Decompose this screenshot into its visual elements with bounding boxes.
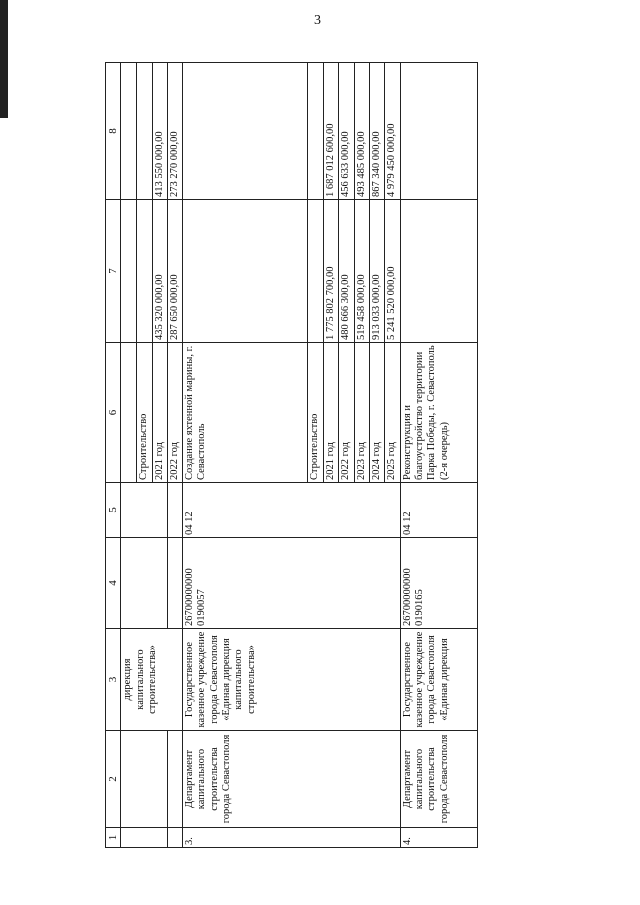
col-header-6: 6 (106, 343, 121, 483)
col-header-1: 1 (106, 828, 121, 848)
year-cell: 2022 год (339, 343, 354, 483)
amount-col7: 480 666 300,00 (339, 200, 354, 343)
amount-col8: 493 485 000,00 (354, 63, 369, 200)
page-number: 3 (314, 13, 321, 28)
scan-edge-mark (0, 0, 8, 118)
amount-col7: 435 320 000,00 (152, 200, 167, 343)
agency-cell: Государственное казенное учреждение города Севастополя «Единая дирекция капитального строительства» (183, 629, 400, 731)
col-header-2: 2 (106, 731, 121, 828)
amount-col8: 867 340 000,00 (370, 63, 385, 200)
amount-col7: 287 650 000,00 (167, 200, 182, 343)
department-cell: Департамент капитального строительства города Севастополя (400, 731, 477, 828)
section-cell: 04 12 (400, 483, 477, 538)
col-header-3: 3 (106, 629, 121, 731)
object-cell: Реконструкция и благоустройство территории Парка Победы, г. Севастополь (2-я очередь) (400, 343, 477, 483)
amount-col7: 1 775 802 700,00 (324, 200, 339, 343)
table-row (183, 63, 308, 848)
code-cell: 26700000000 0190165 (400, 538, 477, 629)
rotated-table-wrapper (105, 63, 478, 848)
col-header-5: 5 (106, 483, 121, 538)
table-row (121, 63, 137, 848)
object-cell: Создание яхтенной марины, г. Севастополь (183, 343, 308, 483)
agency-cell: дирекция капитального строительства» (121, 629, 183, 731)
amount-col7: 913 033 000,00 (370, 200, 385, 343)
code-cell: 26700000000 0190057 (183, 538, 400, 629)
kind-cell: Строительство (137, 343, 152, 483)
amount-col7: 5 241 520 000,00 (385, 200, 400, 343)
amount-col7: 519 458 000,00 (354, 200, 369, 343)
col-header-4: 4 (106, 538, 121, 629)
section-cell: 04 12 (183, 483, 400, 538)
year-cell: 2025 год (385, 343, 400, 483)
year-cell: 2023 год (354, 343, 369, 483)
col-header-8: 8 (106, 63, 121, 200)
amount-col8: 4 979 450 000,00 (385, 63, 400, 200)
year-cell: 2021 год (152, 343, 167, 483)
year-cell: 2022 год (167, 343, 182, 483)
item-number: 4. (400, 828, 477, 848)
table-row (400, 63, 477, 848)
col-header-7: 7 (106, 200, 121, 343)
table-row (167, 63, 182, 848)
agency-cell: Государственное казенное учреждение города Севастополя «Единая дирекция (400, 629, 477, 731)
year-cell: 2024 год (370, 343, 385, 483)
column-number-row (106, 63, 121, 848)
kind-cell: Строительство (308, 343, 324, 483)
department-cell: Департамент капитального строительства города Севастополя (183, 731, 400, 828)
amount-col8: 413 550 000,00 (152, 63, 167, 200)
budget-table (105, 62, 478, 848)
amount-col8: 273 270 000,00 (167, 63, 182, 200)
amount-col8: 1 687 012 600,00 (324, 63, 339, 200)
item-number: 3. (183, 828, 400, 848)
amount-col8: 456 633 000,00 (339, 63, 354, 200)
year-cell: 2021 год (324, 343, 339, 483)
